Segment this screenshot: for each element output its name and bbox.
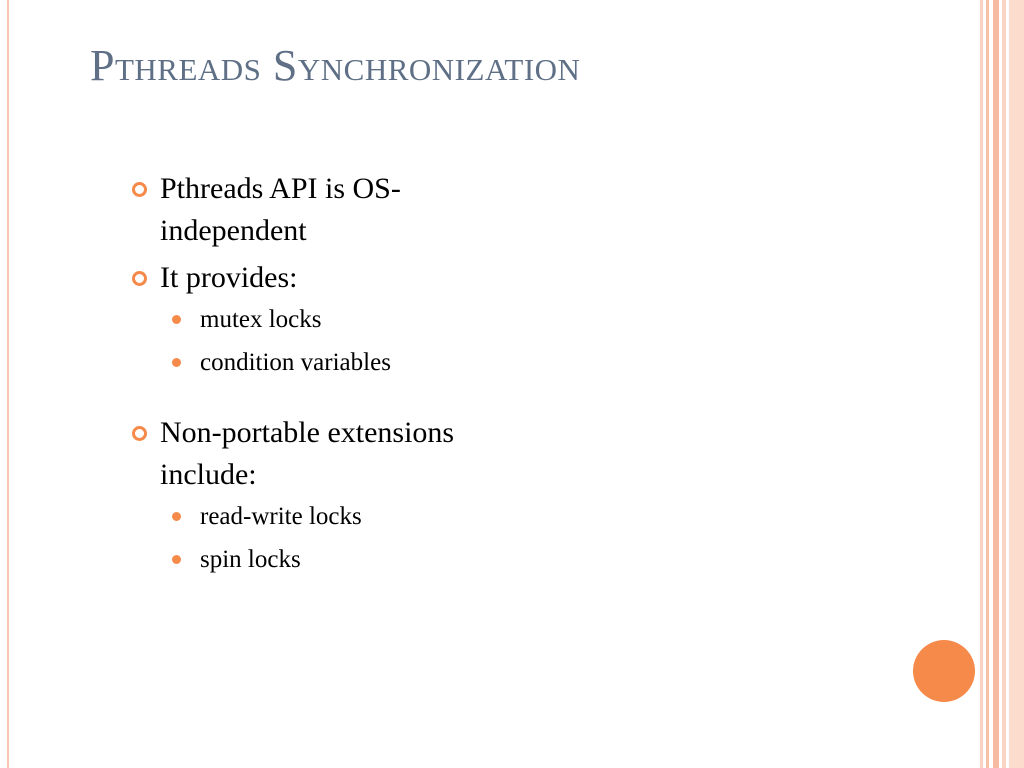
right-stripe: [1002, 0, 1006, 768]
bullet-item: [130, 257, 600, 299]
decorative-circle: [913, 640, 975, 702]
sub-bullet-item: [130, 501, 600, 533]
ring-bullet-icon: [132, 271, 147, 286]
dot-bullet-icon: [172, 555, 181, 564]
sub-bullet-text: read-write locks: [200, 503, 362, 530]
bullet-text: independent: [160, 214, 307, 247]
dot-bullet-icon: [172, 315, 181, 324]
spacer: [130, 390, 600, 412]
sub-bullet-text: condition variables: [200, 349, 391, 376]
bullet-text: It provides:: [160, 261, 298, 294]
right-stripe: [1009, 0, 1024, 768]
ring-bullet-icon: [132, 426, 147, 441]
bullet-text: Pthreads API is OS-: [160, 172, 401, 205]
dot-bullet-icon: [172, 358, 181, 367]
sub-bullet-item: [130, 544, 600, 576]
sub-bullet-list: [130, 304, 600, 379]
sub-bullet-item: [130, 304, 600, 336]
dot-bullet-icon: [172, 512, 181, 521]
sub-bullet-text: spin locks: [200, 546, 301, 573]
sub-bullet-list: [130, 501, 600, 576]
right-stripe: [980, 0, 983, 768]
sub-bullet-item: [130, 347, 600, 379]
ring-bullet-icon: [132, 182, 147, 197]
bullet-text: Non-portable extensions: [160, 416, 455, 449]
right-stripe: [986, 0, 989, 768]
bullet-item: [130, 168, 600, 252]
left-border-line: [7, 0, 9, 768]
sub-bullet-text: mutex locks: [200, 306, 322, 333]
bullet-item: [130, 412, 600, 496]
right-stripe: [993, 0, 999, 768]
bullet-text: include:: [160, 458, 257, 491]
bullet-list: [130, 168, 600, 587]
slide-title: Pthreads Synchronization: [90, 41, 581, 90]
